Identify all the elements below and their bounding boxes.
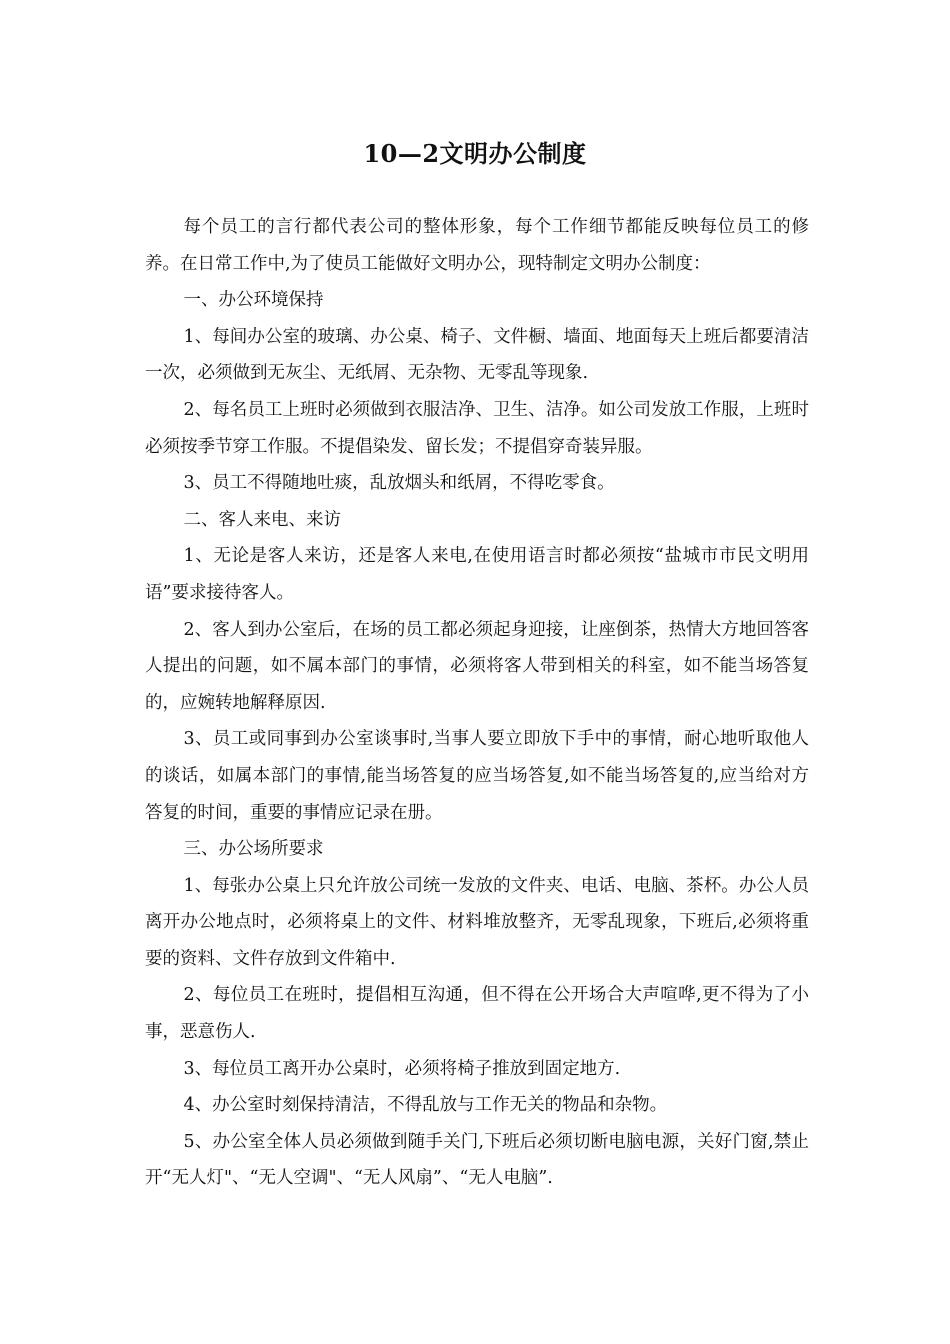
- paragraph: 2、客人到办公室后，在场的员工都必须起身迎接，让座倒茶，热情大方地回答客人提出的问题，如不属本部门的事情，必须将客人带到相关的科室，如不能当场答复的，应婉转地解释原因.: [145, 619, 809, 713]
- section-heading: 三、办公场所要求: [183, 839, 324, 860]
- paragraph: 3、每位员工离开办公桌时，必须将椅子推放到固定地方.: [183, 1058, 621, 1079]
- section-heading: 二、客人来电、来访: [183, 509, 341, 530]
- paragraph: 1、每间办公室的玻璃、办公桌、椅子、文件橱、墙面、地面每天上班后都要清洁一次，必须做到无灰尘、无纸屑、无杂物、无零乱等现象.: [145, 326, 809, 384]
- paragraph: 1、无论是客人来访，还是客人来电,在使用语言时都必须按“盐城市市民文明用语”要求接待客人。: [145, 546, 809, 603]
- paragraph: 3、员工或同事到办公室谈事时,当事人要立即放下手中的事情，耐心地听取他人的谈话，如属本部门的事情,能当场答复的应当场答复,如不能当场答复的,应当给对方答复的时间，重要的事情应记录在册。: [145, 729, 809, 823]
- paragraph: 5、办公室全体人员必须做到随手关门,下班后必须切断电脑电源，关好门窗,禁止开“无人灯"、“无人空调"、“无人风扇”、“无人电脑”.: [145, 1131, 809, 1189]
- document-title: 10—2文明办公制度: [363, 139, 587, 168]
- document-body: [145, 209, 809, 1197]
- paragraph: 1、每张办公桌上只允许放公司统一发放的文件夹、电话、电脑、茶杯。办公人员离开办公地点时，必须将桌上的文件、材料堆放整齐，无零乱现象，下班后,必须将重要的资料、文件存放到文件箱中.: [145, 875, 809, 969]
- intro-paragraph: 每个员工的言行都代表公司的整体形象，每个工作细节都能反映每位员工的修养。在日常工作中,为了使员工能做好文明办公，现特制定文明办公制度：: [145, 217, 809, 274]
- paragraph: 2、每位员工在班时，提倡相互沟通，但不得在公开场合大声喧哗,更不得为了小事，恶意伤人.: [145, 985, 809, 1043]
- paragraph: 3、员工不得随地吐痰，乱放烟头和纸屑，不得吃零食。: [183, 473, 615, 494]
- paragraph: 2、每名员工上班时必须做到衣服洁净、卫生、洁净。如公司发放工作服，上班时必须按季节穿工作服。不提倡染发、留长发；不提倡穿奇装异服。: [145, 399, 809, 457]
- section-heading: 一、办公环境保持: [183, 290, 324, 311]
- paragraph: 4、办公室时刻保持清洁，不得乱放与工作无关的物品和杂物。: [183, 1095, 668, 1116]
